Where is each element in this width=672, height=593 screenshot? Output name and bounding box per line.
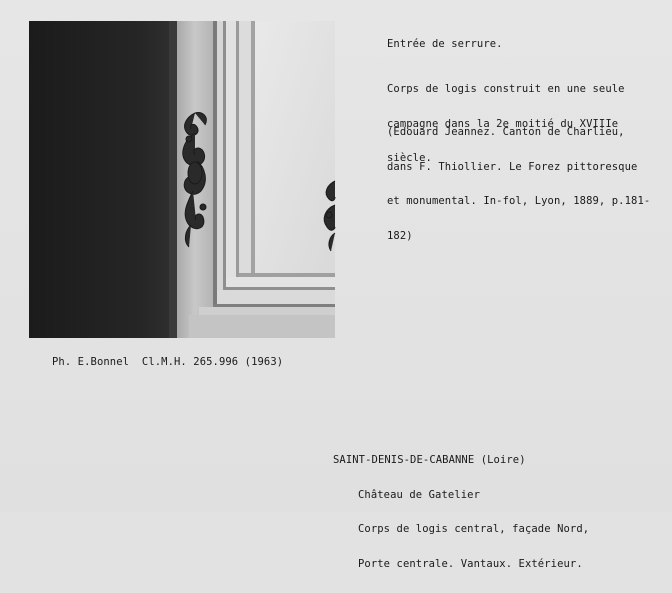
caption-description-line: siècle.	[387, 152, 432, 164]
bibliographic-reference	[387, 104, 650, 265]
reference-line: 182)	[387, 229, 413, 242]
location-detail: Corps de logis central, façade Nord,	[358, 523, 590, 535]
reference-line: (Edouard Jeannez. Canton de Charlieu,	[387, 126, 625, 138]
location-block	[333, 432, 589, 593]
photo-credit: Ph. E.Bonnel Cl.M.H. 265.996 (1963)	[52, 356, 284, 368]
caption-description-line: Corps de logis construit en une seule	[387, 83, 625, 95]
location-detail: Porte centrale. Vantaux. Extérieur.	[358, 557, 583, 570]
caption-title: Entrée de serrure.	[387, 38, 503, 50]
caption-description-line: campagne dans la 2e moitié du XVIIIe	[387, 117, 619, 130]
location-detail: Château de Gatelier	[358, 488, 481, 501]
reference-line: dans F. Thiollier. Le Forez pittoresque	[387, 160, 638, 173]
location-commune: SAINT-DENIS-DE-CABANNE (Loire)	[333, 454, 526, 466]
photograph	[29, 21, 335, 338]
reference-line: et monumental. In-fol, Lyon, 1889, p.181-	[387, 195, 651, 207]
